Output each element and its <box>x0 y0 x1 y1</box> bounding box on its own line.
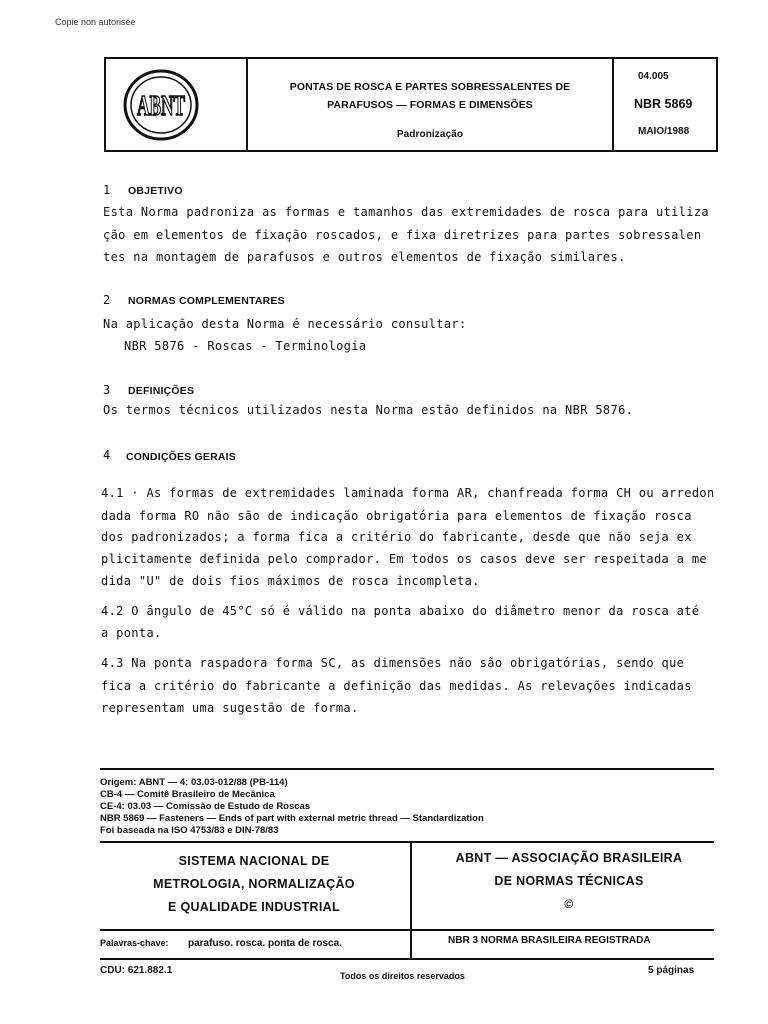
section-3-title: DEFINIÇÕES <box>128 385 195 397</box>
title-cell <box>248 59 614 150</box>
page-count: 5 páginas <box>648 965 695 976</box>
footer-bottom-rule <box>100 958 714 960</box>
header-box <box>104 57 718 152</box>
paragraph-4-2-line: a ponta. <box>101 626 162 640</box>
section-1-line: Esta Norma padroniza as formas e tamanhos das extremidades de rosca para utiliza <box>103 205 709 219</box>
origin-line: CE-4: 03.03 — Comissão de Estudo de Roscas <box>100 801 311 812</box>
standard-number: NBR 5869 <box>634 97 693 111</box>
registered-standard: NBR 3 NORMA BRASILEIRA REGISTRADA <box>448 935 651 946</box>
paragraph-4-1-line: dos padronizados; a forma fica a critério do fabricante, desde que não seja ex <box>101 530 692 544</box>
paragraph-4-1-line: 4.1 · As formas de extremidades laminada forma AR, chanfreada forma CH ou arredon <box>101 486 715 500</box>
paragraph-4-3-line: representam uma sugestão de forma. <box>101 701 359 715</box>
sinmetro-line: E QUALIDADE INDUSTRIAL <box>168 900 340 914</box>
section-3-number: 3 <box>103 383 111 397</box>
paragraph-4-3-line: 4.3 Na ponta raspadora forma SC, as dimensões não são obrigatórias, sendo que <box>101 656 685 670</box>
paragraph-4-1-line: plicitamente definida pelo comprador. Em todos os casos deve ser respeitada a me <box>101 552 707 566</box>
paragraph-4-3-line: fica a critério do fabricante a definição das medidas. As relevações indicadas <box>101 679 692 693</box>
origin-line: NBR 5869 — Fasteners — Ends of part with external metric thread — Standardization <box>100 813 484 824</box>
abnt-association-line: ABNT — ASSOCIAÇÃO BRASILEIRA <box>455 851 683 865</box>
origin-line: Foi baseada na ISO 4753/83 e DIN-78/83 <box>100 825 279 836</box>
sinmetro-line: METROLOGIA, NORMALIZAÇÃO <box>153 877 355 891</box>
watermark: Copie non autorisée <box>55 17 136 27</box>
sinmetro-cell <box>100 842 412 930</box>
paragraph-4-2-line: 4.2 O ângulo de 45°C só é válido na ponta abaixo do diâmetro menor da rosca até <box>101 604 700 618</box>
document-subtitle: Padronização <box>396 129 464 140</box>
keywords: parafuso. rosca. ponta de rosca. <box>188 938 342 949</box>
section-2-title: NORMAS COMPLEMENTARES <box>128 295 285 307</box>
copyright-symbol: © <box>564 897 574 911</box>
document-title-line2: PARAFUSOS — FORMAS E DIMENSÕES <box>327 99 533 111</box>
sinmetro-line: SISTEMA NACIONAL DE <box>178 854 330 868</box>
abnt-association-line: DE NORMAS TÉCNICAS <box>494 874 644 888</box>
abnt-logo-icon <box>122 69 200 141</box>
footer-divider <box>410 930 412 958</box>
document-title-line1: PONTAS DE ROSCA E PARTES SOBRESSALENTES DE <box>289 81 571 93</box>
publication-date: MAIO/1988 <box>638 126 690 137</box>
origin-line: CB-4 — Comitê Brasileiro de Mecânica <box>100 789 275 800</box>
section-1-line: tes na montagem de parafusos e outros elementos de fixação similares. <box>103 250 626 264</box>
keywords-label: Palavras-chave: <box>100 938 169 948</box>
section-1-title: OBJETIVO <box>128 185 183 197</box>
cdu-code: CDU: 621.882.1 <box>100 965 173 976</box>
section-2-number: 2 <box>103 293 111 307</box>
origin-top-rule <box>100 768 714 770</box>
paragraph-4-1-line: dada forma RO não são de indicação obrigatória para elementos de fixação rosca <box>101 509 692 523</box>
section-4-number: 4 <box>103 448 111 462</box>
section-2-line: Na aplicação desta Norma é necessário consultar: <box>103 317 467 331</box>
section-2-reference: NBR 5876 - Roscas - Terminologia <box>124 339 367 353</box>
svg-text:ABNT: ABNT <box>137 91 186 122</box>
origin-line: Origem: ABNT — 4: 03.03-012/88 (PB-114) <box>100 777 288 788</box>
section-3-line: Os termos técnicos utilizados nesta Norma estão definidos na NBR 5876. <box>103 403 634 417</box>
footer-mid-rule <box>100 929 714 931</box>
rights-reserved: Todos os direitos reservados <box>340 971 465 981</box>
paragraph-4-1-line: dida "U" de dois fios máximos de rosca incompleta. <box>101 574 480 588</box>
section-1-number: 1 <box>103 183 111 197</box>
section-1-line: ção em elementos de fixação roscados, e fixa diretrizes para partes sobressalen <box>103 228 702 242</box>
logo-cell <box>106 59 248 150</box>
document-code: 04.005 <box>638 71 669 82</box>
code-cell <box>614 59 716 150</box>
section-4-title: CONDIÇÕES GERAIS <box>126 451 236 463</box>
